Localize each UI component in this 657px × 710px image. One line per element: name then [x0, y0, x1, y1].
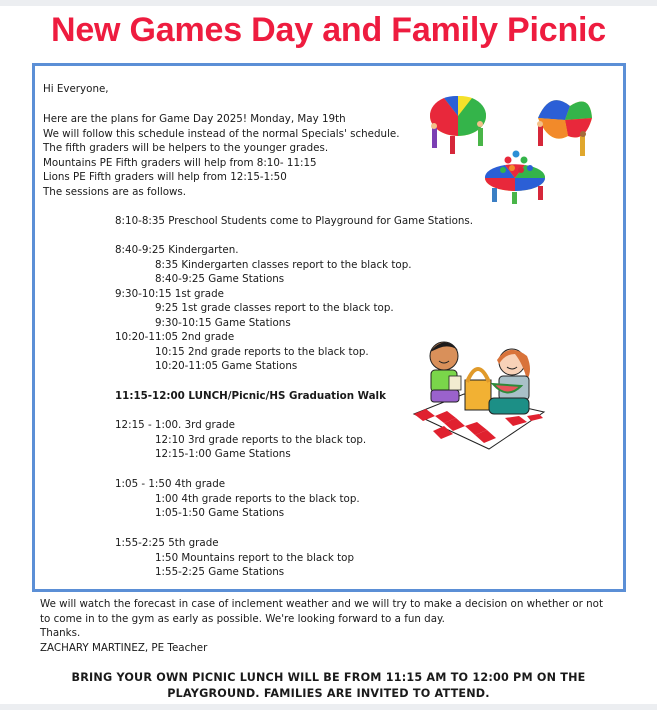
schedule-letter-box: [32, 63, 626, 592]
schedule-grade5-heading: 1:55-2:25 5th grade: [115, 537, 219, 549]
schedule-grade1-heading: 9:30-10:15 1st grade: [115, 287, 224, 300]
schedule-grade4-stations: 1:05-1:50 Game Stations: [155, 507, 285, 519]
schedule-grade2-stations: 10:20-11:05 Game Stations: [155, 360, 298, 372]
signature: ZACHARY MARTINEZ, PE Teacher: [40, 641, 208, 654]
schedule-preschool: 8:10-8:35 Preschool Students come to Playground for Game Stations.: [115, 215, 474, 227]
weather-note-line: to come in to the gym as early as possible. We're looking forward to a fun day.: [40, 612, 445, 625]
intro-line: Mountains PE Fifth graders will help from 8:10- 11:15: [43, 156, 317, 169]
schedule-grade1-stations: 9:30-10:15 Game Stations: [155, 316, 291, 329]
picnic-banner-line: PLAYGROUND. FAMILIES ARE INVITED TO ATTEND.: [167, 687, 490, 700]
page-title: New Games Day and Family Picnic: [50, 11, 607, 49]
schedule-grade2-heading: 10:20-11:05 2nd grade: [115, 331, 235, 343]
schedule-grade4-heading: 1:05 - 1:50 4th grade: [115, 478, 226, 490]
schedule-grade3-stations: 12:15-1:00 Game Stations: [155, 448, 291, 460]
bottom-strip: [0, 704, 657, 710]
intro-line: The fifth graders will be helpers to the younger grades.: [43, 142, 329, 154]
weather-note-line: We will watch the forecast in case of inclement weather and we will try to make a decision on whether or not: [40, 598, 603, 610]
schedule-grade3-heading: 12:15 - 1:00. 3rd grade: [115, 419, 235, 431]
parachute-game-illustration: [420, 88, 600, 208]
schedule-grade5-report: 1:50 Mountains report to the black top: [155, 551, 354, 564]
greeting: Hi Everyone,: [43, 83, 109, 95]
thanks-text: Thanks.: [40, 627, 81, 639]
intro-line: We will follow this schedule instead of the normal Specials' schedule.: [43, 127, 400, 140]
schedule-kindergarten-stations: 8:40-9:25 Game Stations: [155, 273, 285, 285]
schedule-lunch: 11:15-12:00 LUNCH/Picnic/HS Graduation Walk: [115, 390, 386, 402]
kids-picnic-illustration: [409, 334, 549, 452]
picnic-banner-line: BRING YOUR OWN PICNIC LUNCH WILL BE FROM 11:15 AM TO 12:00 PM ON THE: [71, 671, 586, 684]
top-strip: [0, 0, 657, 6]
schedule-grade2-report: 10:15 2nd grade reports to the black top.: [155, 345, 369, 358]
intro-line: Here are the plans for Game Day 2025! Monday, May 19th: [43, 113, 346, 125]
schedule-grade5-stations: 1:55-2:25 Game Stations: [155, 566, 285, 578]
schedule-kindergarten-report: 8:35 Kindergarten classes report to the black top.: [155, 258, 412, 271]
schedule-grade4-report: 1:00 4th grade reports to the black top.: [155, 492, 360, 505]
intro-line: The sessions are as follows.: [43, 185, 187, 198]
schedule-grade3-report: 12:10 3rd grade reports to the black top.: [155, 433, 367, 446]
intro-line: Lions PE Fifth graders will help from 12:15-1:50: [43, 171, 287, 183]
schedule-grade1-report: 9:25 1st grade classes report to the black top.: [155, 302, 394, 314]
schedule-kindergarten-heading: 8:40-9:25 Kindergarten.: [115, 244, 239, 256]
